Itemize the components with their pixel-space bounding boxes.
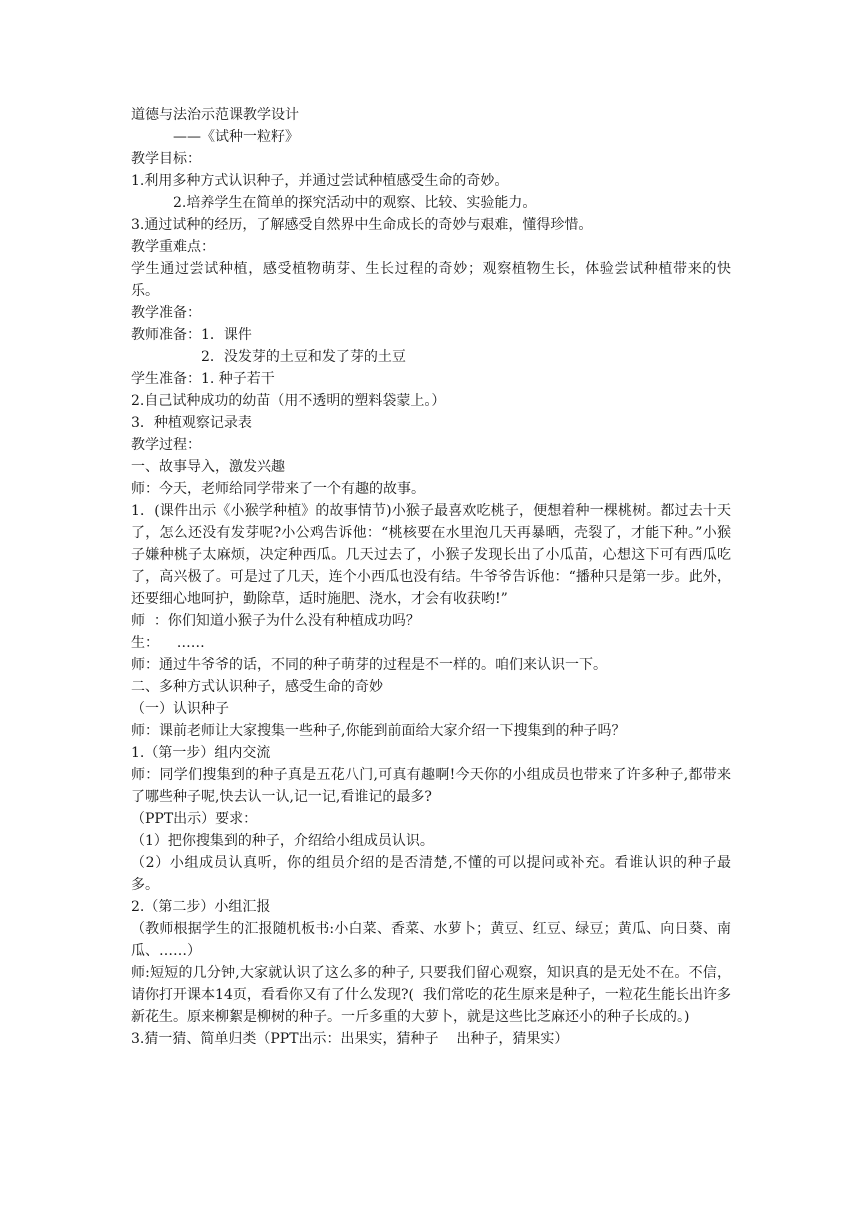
process-part-2-heading: 二、多种方式认识种子，感受生命的奇妙 <box>131 679 383 695</box>
student-prep-item-2: 2.自己试种成功的幼苗（用不透明的塑料袋蒙上。） <box>131 393 446 409</box>
goal-item-1: 1.利用多种方式认识种子，并通过尝试种植感受生命的奇妙。 <box>131 173 509 189</box>
document-body <box>131 104 731 1050</box>
teacher-line-transition: 师：通过牛爷爷的话，不同的种子萌芽的过程是不一样的。咱们来认识一下。 <box>131 657 607 673</box>
document-subtitle: ——《试种一粒籽》 <box>173 129 299 145</box>
requirement-1: （1）把你搜集到的种子，介绍给小组成员认识。 <box>131 833 434 849</box>
document-title: 道德与法治示范课教学设计 <box>131 107 299 123</box>
section-heading-process: 教学过程： <box>131 437 201 453</box>
board-notes: （教师根据学生的汇报随机板书:小白菜、香菜、水萝卜；黄豆、红豆、绿豆；黄瓜、向日葵、南瓜、……） <box>131 921 731 959</box>
step-3-heading: 3.猜一猜、简单归类（PPT出示：出果实，猜种子 出种子，猜果实） <box>131 1031 569 1047</box>
key-points-text: 学生通过尝试种植，感受植物萌芽、生长过程的奇妙；观察植物生长，体验尝试种植带来的快乐。 <box>131 261 731 299</box>
teacher-line-intro: 师：今天，老师给同学带来了一个有趣的故事。 <box>131 481 425 497</box>
subsection-heading-know-seeds: （一）认识种子 <box>131 701 229 717</box>
step-2-heading: 2.（第二步）小组汇报 <box>131 899 271 915</box>
teacher-line-group: 师：同学们搜集到的种子真是五花八门,可真有趣啊!今天你的小组成员也带来了许多种子,都带来了哪些种子呢,快去认一认,记一记,看谁记的最多? <box>131 767 731 805</box>
process-part-1-heading: 一、故事导入，激发兴趣 <box>131 459 285 475</box>
section-heading-preparation: 教学准备： <box>131 305 201 321</box>
teacher-prep-item-1: 教师准备：1．课件 <box>131 327 252 343</box>
teacher-question: 师 ：你们知道小猴子为什么没有种植成功吗？ <box>131 613 420 629</box>
ppt-requirements-heading: （PPT出示）要求： <box>131 811 258 827</box>
section-heading-goals: 教学目标： <box>131 151 201 167</box>
goal-item-3: 3.通过试种的经历，了解感受自然界中生命成长的奇妙与艰难，懂得珍惜。 <box>131 217 593 233</box>
goal-item-2: 2.培养学生在简单的探究活动中的观察、比较、实验能力。 <box>173 195 537 211</box>
requirement-2: （2）小组成员认真听，你的组员介绍的是否清楚,不懂的可以提问或补充。看谁认识的种子最多。 <box>131 855 731 893</box>
student-answer: 生： …… <box>131 635 205 651</box>
teacher-line-textbook: 师:短短的几分钟,大家就认识了这么多的种子, 只要我们留心观察，知识真的是无处不在。不信，请你打开课本14页，看看你又有了什么发现?( 我们常吃的花生原来是种子，一粒花生能长出许多新花生。原来柳絮是柳树的种子。一斤多重的大萝卜，就是这些比芝麻还小的种子长成的。) <box>131 965 731 1025</box>
story-paragraph: 1．(课件出示《小猴学种植》的故事情节)小猴子最喜欢吃桃子，便想着种一棵桃树。都过去十天了，怎么还没有发芽呢?小公鸡告诉他：“桃核要在水里泡几天再暴晒，壳裂了，才能下种。”小猴子嫌种桃子太麻烦，决定种西瓜。几天过去了，小猴子发现长出了小瓜苗，心想这下可有西瓜吃了，高兴极了。可是过了几天，连个小西瓜也没有结。牛爷爷告诉他：“播种只是第一步。此外，还要细心地呵护，勤除草，适时施肥、浇水，才会有收获哟!” <box>131 503 731 607</box>
student-prep-item-3: 3．种植观察记录表 <box>131 415 252 431</box>
teacher-prep-item-2: 2．没发芽的土豆和发了芽的土豆 <box>201 349 406 365</box>
step-1-heading: 1.（第一步）组内交流 <box>131 745 271 761</box>
student-prep-item-1: 学生准备：1. 种子若干 <box>131 371 275 387</box>
section-heading-key-points: 教学重难点： <box>131 239 215 255</box>
teacher-line-collect: 师：课前老师让大家搜集一些种子,你能到前面给大家介绍一下搜集到的种子吗？ <box>131 723 626 739</box>
